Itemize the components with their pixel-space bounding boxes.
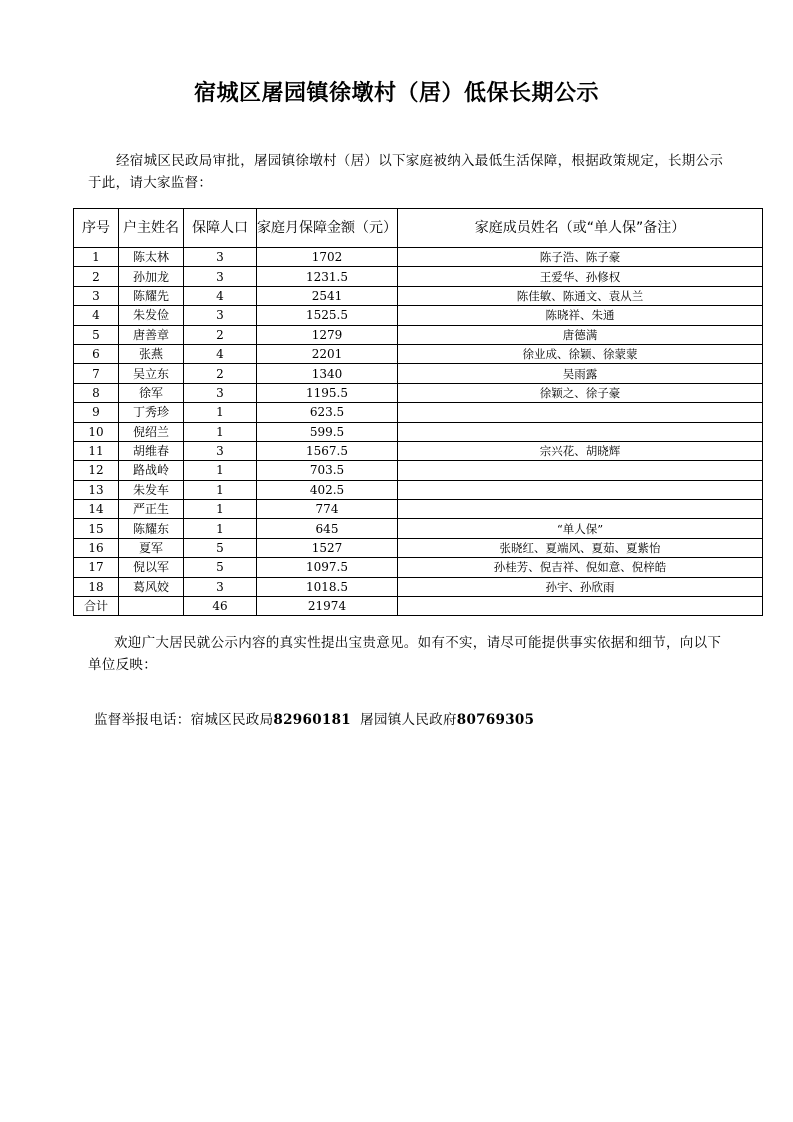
header-amount: 家庭月保障金额（元）: [257, 209, 398, 248]
cell-members: 张晓红、夏端风、夏茹、夏紫怡: [398, 538, 763, 557]
cell-amount: 599.5: [257, 422, 398, 441]
cell-members: [398, 480, 763, 499]
cell-seq: 16: [74, 538, 119, 557]
cell-members: [398, 403, 763, 422]
feedback-paragraph: 欢迎广大居民就公示内容的真实性提出宝贵意见。如有不实，请尽可能提供事实依据和细节，向以下单位反映：: [88, 635, 722, 673]
cell-people: 3: [184, 577, 257, 596]
cell-people: 1: [184, 500, 257, 519]
table-row: [74, 364, 763, 383]
cell-head-name: 陈耀先: [119, 286, 184, 305]
cell-head-name: 陈太林: [119, 248, 184, 267]
cell-people: 2: [184, 325, 257, 344]
table-row: [74, 422, 763, 441]
cell-people: 4: [184, 286, 257, 305]
table-row: [74, 577, 763, 596]
cell-members: 唐德满: [398, 325, 763, 344]
cell-amount: 2541: [257, 286, 398, 305]
cell-amount: 1097.5: [257, 558, 398, 577]
header-head-name: 户主姓名: [119, 209, 184, 248]
cell-amount: 402.5: [257, 480, 398, 499]
total-head-name: [119, 597, 184, 616]
cell-head-name: 倪绍兰: [119, 422, 184, 441]
cell-head-name: 葛风姣: [119, 577, 184, 596]
cell-people: 5: [184, 538, 257, 557]
table-row: [74, 558, 763, 577]
cell-members: [398, 500, 763, 519]
cell-head-name: 吴立东: [119, 364, 184, 383]
total-label: 合计: [74, 597, 119, 616]
header-people: 保障人口: [184, 209, 257, 248]
cell-people: 1: [184, 480, 257, 499]
cell-people: 1: [184, 519, 257, 538]
cell-seq: 11: [74, 441, 119, 460]
cell-head-name: 路战岭: [119, 461, 184, 480]
table-row: [74, 403, 763, 422]
cell-members: 陈晓祥、朱通: [398, 306, 763, 325]
cell-amount: 1527: [257, 538, 398, 557]
cell-head-name: 朱发车: [119, 480, 184, 499]
cell-members: 王爱华、孙修权: [398, 267, 763, 286]
table-header-row: [74, 209, 763, 248]
cell-head-name: 徐军: [119, 383, 184, 402]
cell-amount: 1525.5: [257, 306, 398, 325]
cell-seq: 9: [74, 403, 119, 422]
cell-head-name: 孙加龙: [119, 267, 184, 286]
cell-seq: 4: [74, 306, 119, 325]
table-row: [74, 538, 763, 557]
cell-members: [398, 461, 763, 480]
table-row: [74, 383, 763, 402]
table-row: [74, 519, 763, 538]
cell-amount: 1702: [257, 248, 398, 267]
cell-seq: 13: [74, 480, 119, 499]
cell-people: 3: [184, 248, 257, 267]
header-members: 家庭成员姓名（或“单人保”备注）: [398, 209, 763, 248]
cell-seq: 10: [74, 422, 119, 441]
cell-amount: 1340: [257, 364, 398, 383]
intro-paragraph: 经宿城区民政局审批，屠园镇徐墩村（居）以下家庭被纳入最低生活保障，根据政策规定，长期公示于此，请大家监督：: [88, 153, 724, 191]
cell-amount: 623.5: [257, 403, 398, 422]
cell-head-name: 朱发俭: [119, 306, 184, 325]
cell-amount: 1567.5: [257, 441, 398, 460]
cell-head-name: 丁秀珍: [119, 403, 184, 422]
table-row: [74, 248, 763, 267]
cell-amount: 1279: [257, 325, 398, 344]
cell-seq: 12: [74, 461, 119, 480]
cell-members: 陈子浩、陈子豪: [398, 248, 763, 267]
cell-seq: 6: [74, 344, 119, 363]
hotline-phone-1: 82960181: [273, 712, 351, 728]
cell-members: 孙桂芳、倪吉祥、倪如意、倪梓皓: [398, 558, 763, 577]
cell-seq: 2: [74, 267, 119, 286]
cell-head-name: 夏军: [119, 538, 184, 557]
cell-members: “单人保”: [398, 519, 763, 538]
hotline-phone-2: 80769305: [456, 712, 535, 728]
cell-people: 5: [184, 558, 257, 577]
cell-seq: 3: [74, 286, 119, 305]
cell-head-name: 胡维春: [119, 441, 184, 460]
hotline-label: 监督举报电话：: [94, 712, 191, 728]
cell-amount: 1018.5: [257, 577, 398, 596]
header-seq: 序号: [74, 209, 119, 248]
cell-seq: 18: [74, 577, 119, 596]
cell-seq: 5: [74, 325, 119, 344]
cell-people: 3: [184, 267, 257, 286]
total-members: [398, 597, 763, 616]
table-row: [74, 286, 763, 305]
table-row: [74, 344, 763, 363]
hotline-org-1: 宿城区民政局: [190, 712, 274, 728]
table-row: [74, 461, 763, 480]
cell-members: 徐业成、徐颖、徐蒙蒙: [398, 344, 763, 363]
cell-seq: 1: [74, 248, 119, 267]
cell-amount: 774: [257, 500, 398, 519]
cell-members: 宗兴花、胡晓辉: [398, 441, 763, 460]
cell-members: 徐颖之、徐子豪: [398, 383, 763, 402]
cell-amount: 1195.5: [257, 383, 398, 402]
cell-amount: 703.5: [257, 461, 398, 480]
table-row: [74, 441, 763, 460]
cell-members: 孙宇、孙欣雨: [398, 577, 763, 596]
cell-people: 3: [184, 306, 257, 325]
cell-people: 1: [184, 422, 257, 441]
table-row: [74, 500, 763, 519]
table-row: [74, 267, 763, 286]
cell-seq: 15: [74, 519, 119, 538]
cell-amount: 645: [257, 519, 398, 538]
cell-head-name: 倪以军: [119, 558, 184, 577]
cell-amount: 1231.5: [257, 267, 398, 286]
cell-members: 吴雨露: [398, 364, 763, 383]
total-amount: 21974: [257, 597, 398, 616]
cell-seq: 7: [74, 364, 119, 383]
cell-people: 1: [184, 461, 257, 480]
table-row: [74, 480, 763, 499]
cell-head-name: 张燕: [119, 344, 184, 363]
cell-seq: 8: [74, 383, 119, 402]
table-row: [74, 325, 763, 344]
cell-seq: 17: [74, 558, 119, 577]
cell-head-name: 唐善章: [119, 325, 184, 344]
cell-people: 3: [184, 383, 257, 402]
cell-members: [398, 422, 763, 441]
cell-amount: 2201: [257, 344, 398, 363]
cell-head-name: 严正生: [119, 500, 184, 519]
cell-people: 2: [184, 364, 257, 383]
table-row: [74, 306, 763, 325]
cell-people: 4: [184, 344, 257, 363]
cell-people: 3: [184, 441, 257, 460]
cell-head-name: 陈耀东: [119, 519, 184, 538]
cell-people: 1: [184, 403, 257, 422]
cell-seq: 14: [74, 500, 119, 519]
total-people: 46: [184, 597, 257, 616]
hotline-line: [94, 708, 534, 728]
hotline-org-2: 屠园镇人民政府: [360, 712, 457, 728]
subsidy-table: [73, 208, 763, 616]
page-title: 宿城区屠园镇徐墩村（居）低保长期公示: [193, 81, 599, 106]
table-total-row: [74, 597, 763, 616]
cell-members: 陈佳敏、陈通文、袁从兰: [398, 286, 763, 305]
